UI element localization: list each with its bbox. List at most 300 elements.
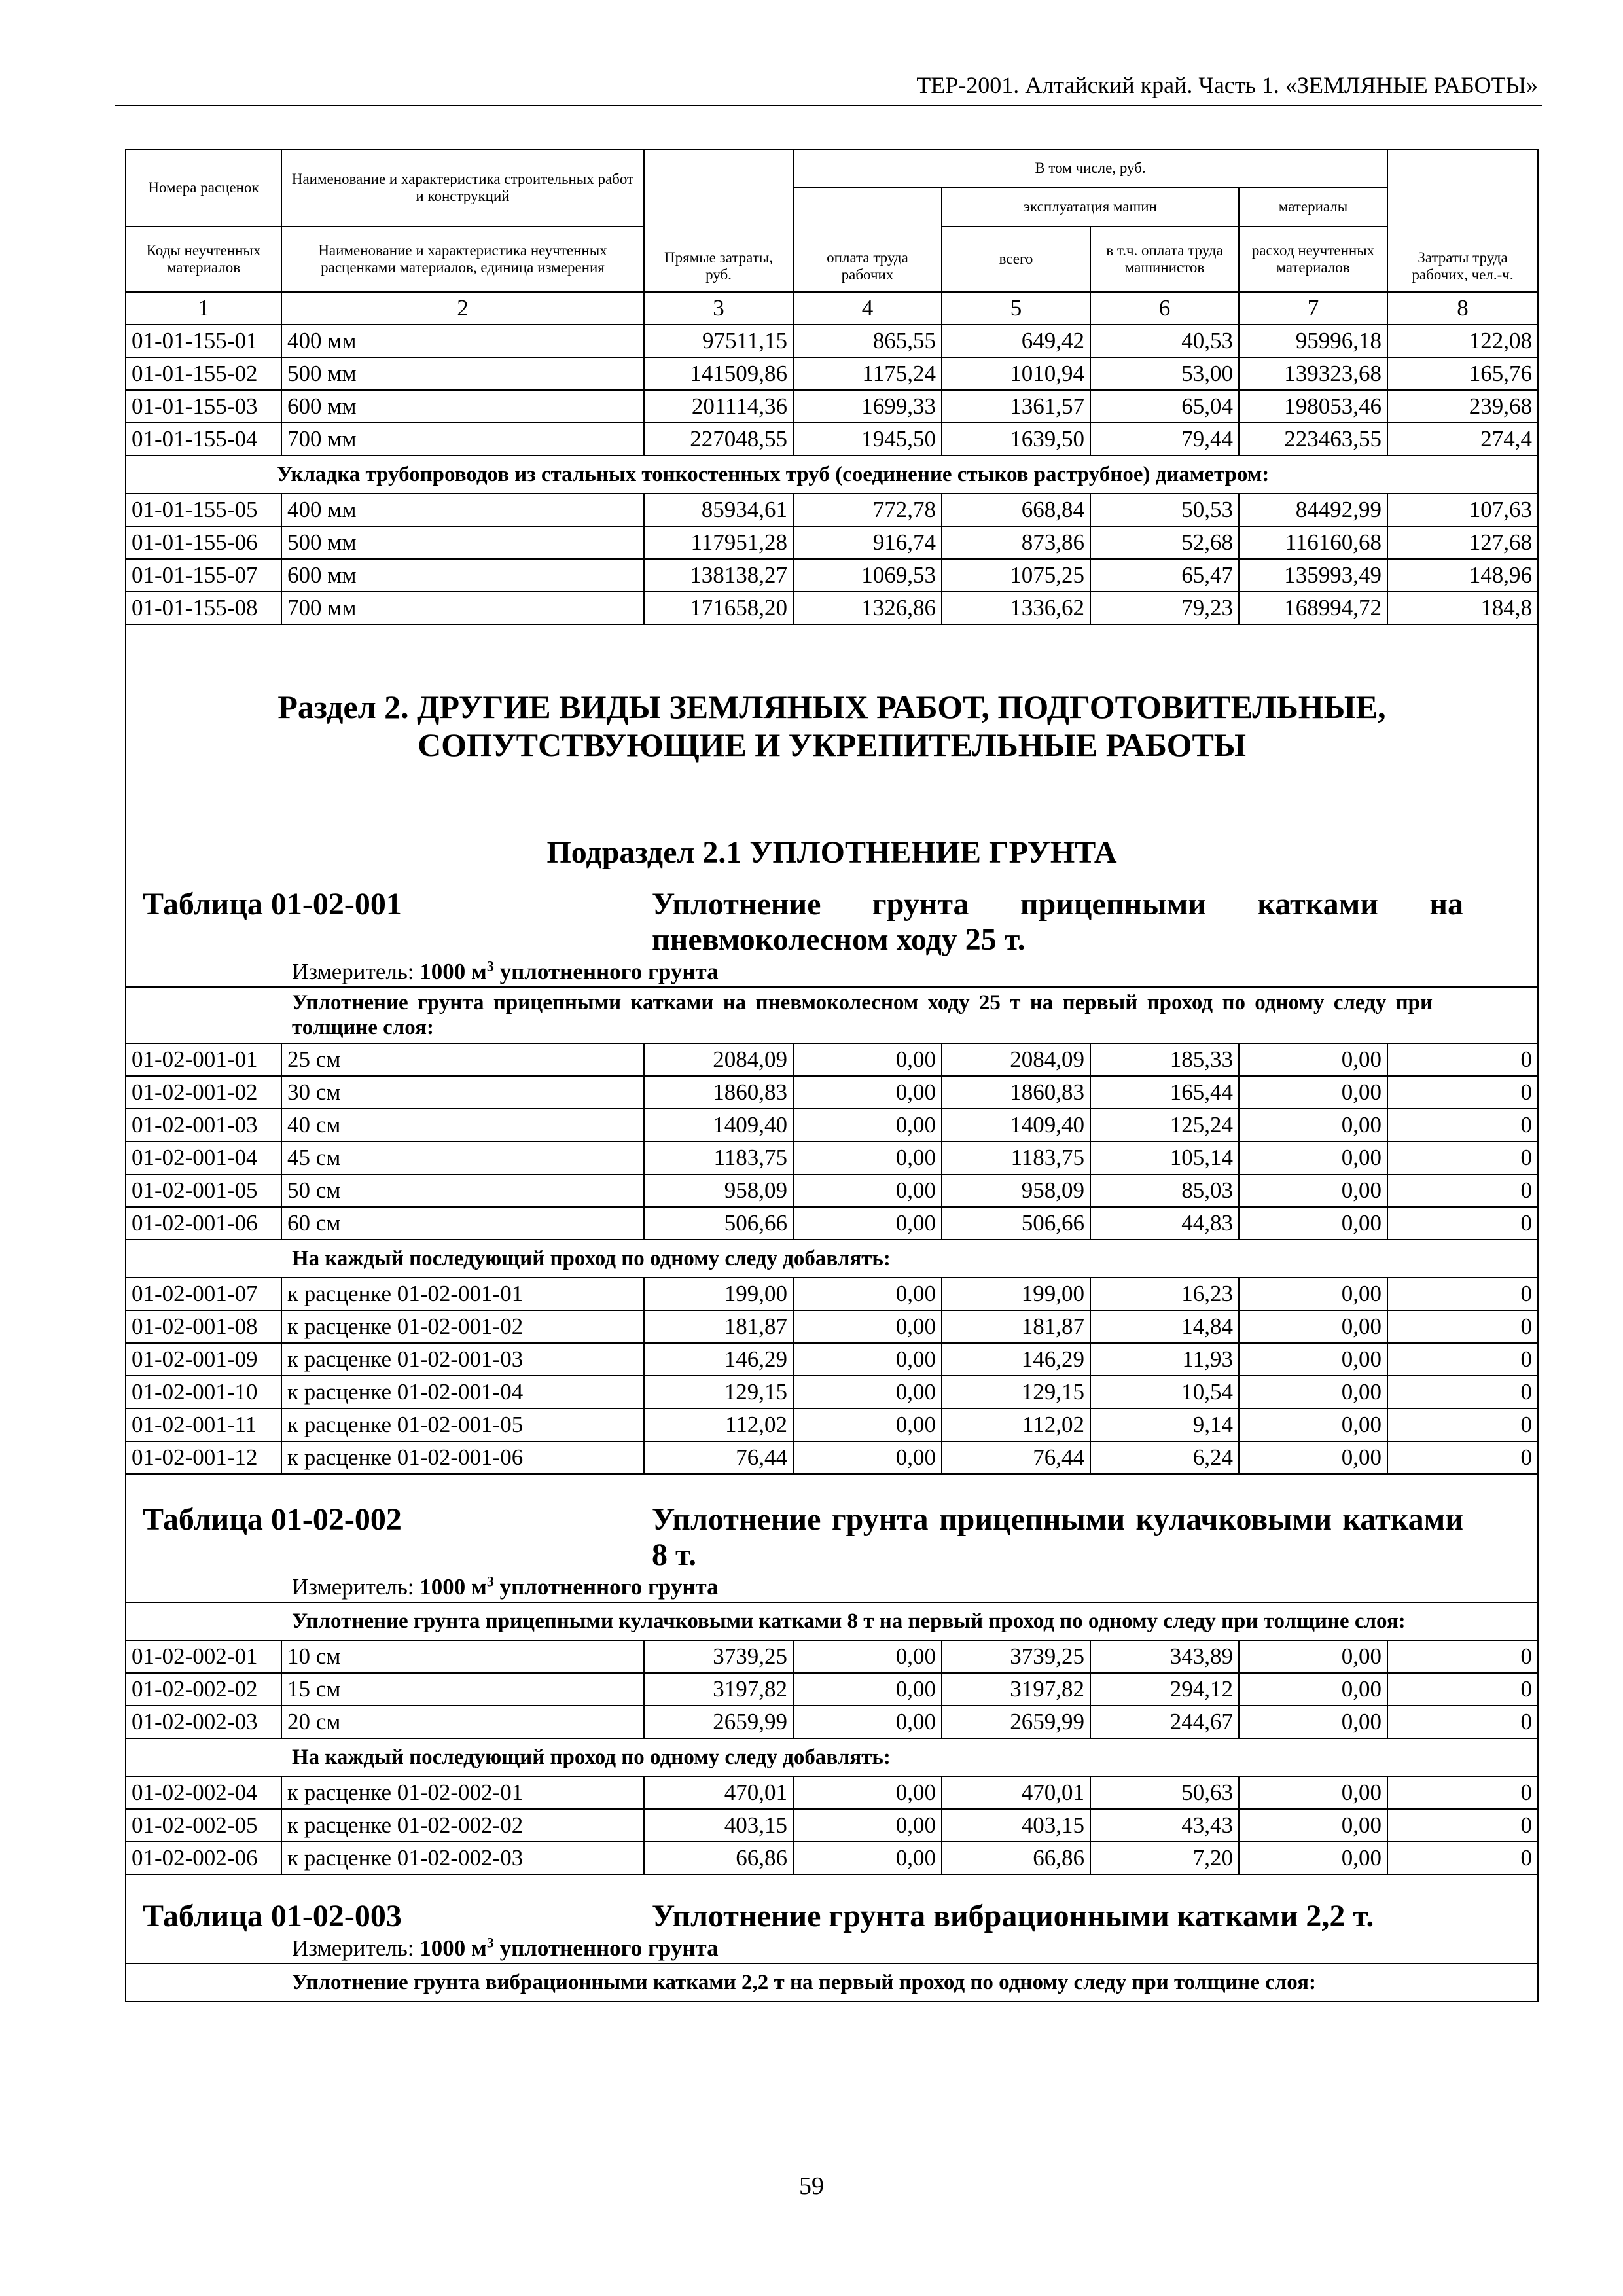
unit-value: 1000 м bbox=[419, 1574, 487, 1600]
rate-value: 79,44 bbox=[1090, 423, 1239, 456]
unit-value: 1000 м bbox=[419, 959, 487, 984]
group-subheader: Уплотнение грунта прицепными катками на пневмоколесном ходу 25 т на первый проход по одному следу при толщине слоя: bbox=[126, 987, 1538, 1043]
table-number: Таблица 01-02-002 bbox=[143, 1502, 402, 1537]
rate-value: 0,00 bbox=[1239, 1673, 1387, 1706]
rate-value: 125,24 bbox=[1090, 1109, 1239, 1141]
rate-code: 01-02-001-11 bbox=[126, 1408, 281, 1441]
rate-description: 700 мм bbox=[281, 423, 644, 456]
rate-value: 0 bbox=[1387, 1278, 1538, 1310]
rate-value: 1175,24 bbox=[793, 357, 942, 390]
rate-value: 0 bbox=[1387, 1343, 1538, 1376]
rate-description: 30 см bbox=[281, 1076, 644, 1109]
group-subheader: Укладка трубопроводов из стальных тонкостенных труб (соединение стыков раструбное) диаметром: bbox=[126, 456, 1538, 493]
rate-value: 1183,75 bbox=[644, 1141, 793, 1174]
rate-code: 01-02-001-10 bbox=[126, 1376, 281, 1408]
rate-value: 2084,09 bbox=[644, 1043, 793, 1076]
column-numbers-row bbox=[126, 292, 1538, 325]
rate-value: 0 bbox=[1387, 1174, 1538, 1207]
rate-value: 0,00 bbox=[1239, 1640, 1387, 1673]
rate-value: 3739,25 bbox=[942, 1640, 1090, 1673]
rate-value: 0,00 bbox=[1239, 1809, 1387, 1842]
rate-value: 1336,62 bbox=[942, 592, 1090, 624]
rate-value: 9,14 bbox=[1090, 1408, 1239, 1441]
rate-value: 43,43 bbox=[1090, 1809, 1239, 1842]
table-row bbox=[126, 1207, 1538, 1240]
rate-value: 294,12 bbox=[1090, 1673, 1239, 1706]
rate-value: 1069,53 bbox=[793, 559, 942, 592]
rate-value: 0,00 bbox=[1239, 1141, 1387, 1174]
unit-line bbox=[292, 1573, 1537, 1602]
rate-value: 16,23 bbox=[1090, 1278, 1239, 1310]
col-header-incl-operators: в т.ч. оплата труда машинистов bbox=[1090, 226, 1239, 292]
table-row bbox=[126, 493, 1538, 526]
rate-code: 01-02-001-08 bbox=[126, 1310, 281, 1343]
rate-value: 3197,82 bbox=[942, 1673, 1090, 1706]
rate-code: 01-02-002-04 bbox=[126, 1776, 281, 1809]
table-row bbox=[126, 1842, 1538, 1874]
table-row bbox=[126, 1343, 1538, 1376]
rate-value: 2659,99 bbox=[942, 1706, 1090, 1738]
rate-description: 500 мм bbox=[281, 357, 644, 390]
rate-code: 01-02-001-05 bbox=[126, 1174, 281, 1207]
group-subheader: Уплотнение грунта прицепными кулачковыми катками 8 т на первый проход по одному следу при толщине слоя: bbox=[126, 1602, 1538, 1640]
group-subheader-row bbox=[126, 1964, 1538, 2001]
table-number: Таблица 01-02-003 bbox=[143, 1899, 402, 1933]
rate-value: 40,53 bbox=[1090, 325, 1239, 357]
unit-label: Измеритель: bbox=[292, 959, 414, 984]
rate-value: 138138,27 bbox=[644, 559, 793, 592]
rate-value: 181,87 bbox=[942, 1310, 1090, 1343]
rate-code: 01-01-155-06 bbox=[126, 526, 281, 559]
table-title: Уплотнение грунта вибрационными катками 2,2 т. bbox=[652, 1899, 1374, 1933]
rate-value: 116160,68 bbox=[1239, 526, 1387, 559]
rate-value: 0,00 bbox=[1239, 1278, 1387, 1310]
rate-description: 45 см bbox=[281, 1141, 644, 1174]
rate-value: 649,42 bbox=[942, 325, 1090, 357]
rate-value: 0,00 bbox=[793, 1310, 942, 1343]
group-subheader-row bbox=[126, 1602, 1538, 1640]
rate-value: 135993,49 bbox=[1239, 559, 1387, 592]
rate-value: 184,8 bbox=[1387, 592, 1538, 624]
col-header-incl: В том числе, руб. bbox=[793, 149, 1387, 187]
rate-description: к расценке 01-02-001-05 bbox=[281, 1408, 644, 1441]
rate-description: к расценке 01-02-002-02 bbox=[281, 1809, 644, 1842]
rate-value: 199,00 bbox=[644, 1278, 793, 1310]
rate-value: 506,66 bbox=[942, 1207, 1090, 1240]
rate-value: 0 bbox=[1387, 1408, 1538, 1441]
rate-description: к расценке 01-02-001-04 bbox=[281, 1376, 644, 1408]
rate-value: 6,24 bbox=[1090, 1441, 1239, 1474]
table-title: Уплотнение грунта прицепными катками на пневмоколесном ходу 25 т. bbox=[652, 887, 1463, 957]
unit-line bbox=[292, 958, 1537, 986]
rate-value: 0,00 bbox=[793, 1673, 942, 1706]
rate-value: 0,00 bbox=[1239, 1310, 1387, 1343]
rate-value: 0 bbox=[1387, 1207, 1538, 1240]
table-row bbox=[126, 1278, 1538, 1310]
rate-value: 470,01 bbox=[644, 1776, 793, 1809]
rate-value: 0,00 bbox=[1239, 1706, 1387, 1738]
rate-value: 0 bbox=[1387, 1141, 1538, 1174]
rate-value: 0 bbox=[1387, 1706, 1538, 1738]
rate-code: 01-01-155-02 bbox=[126, 357, 281, 390]
table-row bbox=[126, 526, 1538, 559]
rate-value: 0,00 bbox=[1239, 1376, 1387, 1408]
section-title: Раздел 2. ДРУГИЕ ВИДЫ ЗЕМЛЯНЫХ РАБОТ, ПОДГОТОВИТЕЛЬНЫЕ, СОПУТСТВУЮЩИЕ И УКРЕПИТЕЛЬНЫЕ РАБОТЫ bbox=[277, 689, 1386, 763]
table-heading-row bbox=[126, 1474, 1538, 1602]
rate-code: 01-02-002-01 bbox=[126, 1640, 281, 1673]
rate-value: 53,00 bbox=[1090, 357, 1239, 390]
rate-description: к расценке 01-02-001-06 bbox=[281, 1441, 644, 1474]
rate-value: 112,02 bbox=[942, 1408, 1090, 1441]
table-row bbox=[126, 1640, 1538, 1673]
col-number: 6 bbox=[1090, 292, 1239, 325]
rate-value: 0,00 bbox=[1239, 1207, 1387, 1240]
rate-value: 0,00 bbox=[1239, 1109, 1387, 1141]
rate-description: 700 мм bbox=[281, 592, 644, 624]
group-subheader-row bbox=[126, 456, 1538, 493]
rate-value: 52,68 bbox=[1090, 526, 1239, 559]
unit-tail: уплотненного грунта bbox=[499, 1935, 719, 1961]
rate-code: 01-02-002-02 bbox=[126, 1673, 281, 1706]
rate-value: 668,84 bbox=[942, 493, 1090, 526]
rate-value: 470,01 bbox=[942, 1776, 1090, 1809]
table-heading bbox=[126, 1502, 1537, 1602]
table-heading bbox=[126, 1899, 1537, 1963]
table-row bbox=[126, 1043, 1538, 1076]
rate-value: 66,86 bbox=[942, 1842, 1090, 1874]
rate-value: 223463,55 bbox=[1239, 423, 1387, 456]
unit-label: Измеритель: bbox=[292, 1935, 414, 1961]
col-number: 8 bbox=[1387, 292, 1538, 325]
table-row bbox=[126, 390, 1538, 423]
table-row bbox=[126, 1776, 1538, 1809]
col-header-name-materials: Наименование и характеристика неучтенных расценками материалов, единица измерения bbox=[281, 226, 644, 292]
rate-code: 01-02-001-07 bbox=[126, 1278, 281, 1310]
rate-value: 0 bbox=[1387, 1310, 1538, 1343]
rate-value: 1860,83 bbox=[942, 1076, 1090, 1109]
unit-label: Измеритель: bbox=[292, 1574, 414, 1600]
col-number: 3 bbox=[644, 292, 793, 325]
rate-value: 1361,57 bbox=[942, 390, 1090, 423]
col-header-machines: эксплуатация машин bbox=[942, 187, 1239, 226]
rate-description: 600 мм bbox=[281, 559, 644, 592]
rate-value: 107,63 bbox=[1387, 493, 1538, 526]
rate-value: 105,14 bbox=[1090, 1141, 1239, 1174]
rate-value: 1409,40 bbox=[942, 1109, 1090, 1141]
rate-value: 772,78 bbox=[793, 493, 942, 526]
rate-value: 1010,94 bbox=[942, 357, 1090, 390]
rate-value: 0 bbox=[1387, 1842, 1538, 1874]
rate-value: 0 bbox=[1387, 1673, 1538, 1706]
rate-value: 0,00 bbox=[793, 1706, 942, 1738]
table-row bbox=[126, 357, 1538, 390]
rate-description: 10 см bbox=[281, 1640, 644, 1673]
rate-value: 244,67 bbox=[1090, 1706, 1239, 1738]
rate-value: 95996,18 bbox=[1239, 325, 1387, 357]
rate-value: 0 bbox=[1387, 1640, 1538, 1673]
subsection-title: Подраздел 2.1 УПЛОТНЕНИЕ ГРУНТА bbox=[546, 835, 1117, 870]
table-row bbox=[126, 1174, 1538, 1207]
rate-value: 0 bbox=[1387, 1441, 1538, 1474]
col-number: 5 bbox=[942, 292, 1090, 325]
rate-value: 165,76 bbox=[1387, 357, 1538, 390]
page-number: 59 bbox=[799, 2172, 824, 2200]
rate-value: 403,15 bbox=[942, 1809, 1090, 1842]
rate-code: 01-02-002-03 bbox=[126, 1706, 281, 1738]
rate-value: 1699,33 bbox=[793, 390, 942, 423]
group-subheader: Уплотнение грунта вибрационными катками 2,2 т на первый проход по одному следу при толщине слоя: bbox=[126, 1964, 1538, 2001]
rate-value: 873,86 bbox=[942, 526, 1090, 559]
unit-sup: 3 bbox=[486, 1934, 494, 1951]
col-number: 7 bbox=[1239, 292, 1387, 325]
rate-value: 0 bbox=[1387, 1376, 1538, 1408]
rate-value: 1945,50 bbox=[793, 423, 942, 456]
rate-value: 171658,20 bbox=[644, 592, 793, 624]
table-row bbox=[126, 1109, 1538, 1141]
rate-value: 117951,28 bbox=[644, 526, 793, 559]
rate-value: 916,74 bbox=[793, 526, 942, 559]
rate-value: 0,00 bbox=[793, 1441, 942, 1474]
rate-value: 168994,72 bbox=[1239, 592, 1387, 624]
page-header: ТЕР-2001. Алтайский край. Часть 1. «ЗЕМЛЯНЫЕ РАБОТЫ» bbox=[115, 72, 1542, 106]
rate-value: 2084,09 bbox=[942, 1043, 1090, 1076]
rate-value: 65,47 bbox=[1090, 559, 1239, 592]
rate-value: 0,00 bbox=[793, 1141, 942, 1174]
unit-value: 1000 м bbox=[419, 1935, 487, 1961]
rate-value: 0,00 bbox=[793, 1207, 942, 1240]
rate-description: к расценке 01-02-002-01 bbox=[281, 1776, 644, 1809]
rate-value: 0,00 bbox=[1239, 1776, 1387, 1809]
rate-value: 146,29 bbox=[644, 1343, 793, 1376]
rate-code: 01-01-155-08 bbox=[126, 592, 281, 624]
rate-description: 20 см bbox=[281, 1706, 644, 1738]
rate-description: к расценке 01-02-001-02 bbox=[281, 1310, 644, 1343]
rate-value: 0,00 bbox=[1239, 1343, 1387, 1376]
group-subheader-row bbox=[126, 1738, 1538, 1776]
table-row bbox=[126, 325, 1538, 357]
rate-description: к расценке 01-02-001-01 bbox=[281, 1278, 644, 1310]
rate-value: 127,68 bbox=[1387, 526, 1538, 559]
table-row bbox=[126, 423, 1538, 456]
table-row bbox=[126, 1076, 1538, 1109]
rate-code: 01-01-155-07 bbox=[126, 559, 281, 592]
rate-description: 600 мм bbox=[281, 390, 644, 423]
rate-value: 65,04 bbox=[1090, 390, 1239, 423]
rates-table bbox=[125, 149, 1539, 2002]
col-number: 2 bbox=[281, 292, 644, 325]
rate-value: 227048,55 bbox=[644, 423, 793, 456]
table-row bbox=[126, 1706, 1538, 1738]
rate-description: 500 мм bbox=[281, 526, 644, 559]
rate-value: 85934,61 bbox=[644, 493, 793, 526]
rate-value: 0,00 bbox=[793, 1043, 942, 1076]
rate-value: 44,83 bbox=[1090, 1207, 1239, 1240]
rate-value: 139323,68 bbox=[1239, 357, 1387, 390]
rate-code: 01-02-001-04 bbox=[126, 1141, 281, 1174]
col-header-codes: Номера расценок bbox=[126, 149, 281, 226]
col-header-total: всего bbox=[942, 226, 1090, 292]
rate-value: 0,00 bbox=[793, 1109, 942, 1141]
col-number: 4 bbox=[793, 292, 942, 325]
col-header-labor-pay: оплата труда рабочих bbox=[793, 187, 942, 292]
unit-tail: уплотненного грунта bbox=[499, 1574, 719, 1600]
col-number: 1 bbox=[126, 292, 281, 325]
table-row bbox=[126, 1673, 1538, 1706]
rate-code: 01-02-001-03 bbox=[126, 1109, 281, 1141]
col-header-name: Наименование и характеристика строительных работ и конструкций bbox=[281, 149, 644, 226]
rate-value: 239,68 bbox=[1387, 390, 1538, 423]
rate-value: 97511,15 bbox=[644, 325, 793, 357]
rate-value: 3739,25 bbox=[644, 1640, 793, 1673]
rate-value: 1409,40 bbox=[644, 1109, 793, 1141]
table-title: Уплотнение грунта прицепными кулачковыми катками 8 т. bbox=[652, 1502, 1463, 1572]
rate-value: 1639,50 bbox=[942, 423, 1090, 456]
table-row bbox=[126, 1441, 1538, 1474]
rate-value: 1326,86 bbox=[793, 592, 942, 624]
rate-value: 0,00 bbox=[793, 1174, 942, 1207]
rate-value: 84492,99 bbox=[1239, 493, 1387, 526]
rate-value: 0,00 bbox=[1239, 1408, 1387, 1441]
rate-value: 0,00 bbox=[793, 1076, 942, 1109]
rate-value: 1075,25 bbox=[942, 559, 1090, 592]
rate-value: 0,00 bbox=[793, 1640, 942, 1673]
rate-value: 0,00 bbox=[1239, 1441, 1387, 1474]
rate-value: 1860,83 bbox=[644, 1076, 793, 1109]
rate-value: 129,15 bbox=[644, 1376, 793, 1408]
rate-value: 199,00 bbox=[942, 1278, 1090, 1310]
rate-value: 141509,86 bbox=[644, 357, 793, 390]
rate-value: 50,63 bbox=[1090, 1776, 1239, 1809]
rate-value: 0,00 bbox=[793, 1278, 942, 1310]
unit-sup: 3 bbox=[486, 1573, 494, 1590]
rate-value: 79,23 bbox=[1090, 592, 1239, 624]
rate-value: 0,00 bbox=[793, 1343, 942, 1376]
col-header-materials: материалы bbox=[1239, 187, 1387, 226]
rate-value: 0 bbox=[1387, 1076, 1538, 1109]
rate-code: 01-01-155-01 bbox=[126, 325, 281, 357]
rate-code: 01-01-155-03 bbox=[126, 390, 281, 423]
rate-value: 343,89 bbox=[1090, 1640, 1239, 1673]
rate-code: 01-02-002-05 bbox=[126, 1809, 281, 1842]
rate-value: 0,00 bbox=[793, 1809, 942, 1842]
col-header-material-codes: Коды неучтенных материалов bbox=[126, 226, 281, 292]
rate-description: 40 см bbox=[281, 1109, 644, 1141]
rate-value: 0,00 bbox=[793, 1776, 942, 1809]
rate-code: 01-01-155-05 bbox=[126, 493, 281, 526]
rate-code: 01-02-001-01 bbox=[126, 1043, 281, 1076]
table-heading-row bbox=[126, 1874, 1538, 1964]
rate-value: 66,86 bbox=[644, 1842, 793, 1874]
rate-description: 400 мм bbox=[281, 325, 644, 357]
rate-value: 185,33 bbox=[1090, 1043, 1239, 1076]
rate-value: 0,00 bbox=[1239, 1043, 1387, 1076]
rate-value: 403,15 bbox=[644, 1809, 793, 1842]
rate-value: 201114,36 bbox=[644, 390, 793, 423]
rate-value: 146,29 bbox=[942, 1343, 1090, 1376]
rate-value: 112,02 bbox=[644, 1408, 793, 1441]
rate-code: 01-01-155-04 bbox=[126, 423, 281, 456]
rate-value: 129,15 bbox=[942, 1376, 1090, 1408]
table-row bbox=[126, 1376, 1538, 1408]
rate-value: 0 bbox=[1387, 1776, 1538, 1809]
table-row bbox=[126, 1809, 1538, 1842]
col-header-direct: Прямые затраты, руб. bbox=[644, 149, 793, 292]
rate-value: 14,84 bbox=[1090, 1310, 1239, 1343]
rate-code: 01-02-001-06 bbox=[126, 1207, 281, 1240]
rate-value: 2659,99 bbox=[644, 1706, 793, 1738]
rate-value: 0,00 bbox=[1239, 1174, 1387, 1207]
unit-sup: 3 bbox=[486, 958, 494, 975]
rate-value: 0,00 bbox=[793, 1408, 942, 1441]
rate-code: 01-02-001-02 bbox=[126, 1076, 281, 1109]
group-subheader: На каждый последующий проход по одному следу добавлять: bbox=[126, 1738, 1538, 1776]
table-row bbox=[126, 1408, 1538, 1441]
col-header-labor-cost: Затраты труда рабочих, чел.-ч. bbox=[1387, 149, 1538, 292]
rate-value: 0 bbox=[1387, 1043, 1538, 1076]
table-heading bbox=[126, 887, 1537, 986]
rate-value: 76,44 bbox=[942, 1441, 1090, 1474]
rate-value: 958,09 bbox=[644, 1174, 793, 1207]
rate-value: 148,96 bbox=[1387, 559, 1538, 592]
rate-value: 11,93 bbox=[1090, 1343, 1239, 1376]
rate-description: 50 см bbox=[281, 1174, 644, 1207]
rate-description: к расценке 01-02-001-03 bbox=[281, 1343, 644, 1376]
rate-value: 0,00 bbox=[793, 1842, 942, 1874]
unit-line bbox=[292, 1934, 1537, 1963]
table-row bbox=[126, 1310, 1538, 1343]
section-row bbox=[126, 624, 1538, 987]
rate-value: 0,00 bbox=[1239, 1076, 1387, 1109]
rate-value: 10,54 bbox=[1090, 1376, 1239, 1408]
rate-value: 1183,75 bbox=[942, 1141, 1090, 1174]
rate-value: 958,09 bbox=[942, 1174, 1090, 1207]
rate-code: 01-02-001-09 bbox=[126, 1343, 281, 1376]
rate-value: 85,03 bbox=[1090, 1174, 1239, 1207]
rate-value: 76,44 bbox=[644, 1441, 793, 1474]
rate-value: 198053,46 bbox=[1239, 390, 1387, 423]
rate-value: 122,08 bbox=[1387, 325, 1538, 357]
rate-value: 0,00 bbox=[1239, 1842, 1387, 1874]
table-row bbox=[126, 559, 1538, 592]
group-subheader: На каждый последующий проход по одному следу добавлять: bbox=[126, 1240, 1538, 1278]
rate-description: 60 см bbox=[281, 1207, 644, 1240]
rate-description: 15 см bbox=[281, 1673, 644, 1706]
rate-description: 400 мм bbox=[281, 493, 644, 526]
rate-code: 01-02-002-06 bbox=[126, 1842, 281, 1874]
rate-value: 181,87 bbox=[644, 1310, 793, 1343]
group-subheader-row bbox=[126, 987, 1538, 1043]
rate-value: 506,66 bbox=[644, 1207, 793, 1240]
col-header-materials-unaccounted: расход неучтенных материалов bbox=[1239, 226, 1387, 292]
table-row bbox=[126, 592, 1538, 624]
rate-value: 0 bbox=[1387, 1109, 1538, 1141]
rate-value: 0 bbox=[1387, 1809, 1538, 1842]
rate-value: 50,53 bbox=[1090, 493, 1239, 526]
rate-value: 7,20 bbox=[1090, 1842, 1239, 1874]
rate-value: 274,4 bbox=[1387, 423, 1538, 456]
rate-code: 01-02-001-12 bbox=[126, 1441, 281, 1474]
rate-value: 865,55 bbox=[793, 325, 942, 357]
rate-value: 165,44 bbox=[1090, 1076, 1239, 1109]
rate-description: 25 см bbox=[281, 1043, 644, 1076]
table-number: Таблица 01-02-001 bbox=[143, 887, 402, 922]
group-subheader-row bbox=[126, 1240, 1538, 1278]
unit-tail: уплотненного грунта bbox=[499, 959, 719, 984]
table-row bbox=[126, 1141, 1538, 1174]
rate-value: 3197,82 bbox=[644, 1673, 793, 1706]
rate-value: 0,00 bbox=[793, 1376, 942, 1408]
rate-description: к расценке 01-02-002-03 bbox=[281, 1842, 644, 1874]
